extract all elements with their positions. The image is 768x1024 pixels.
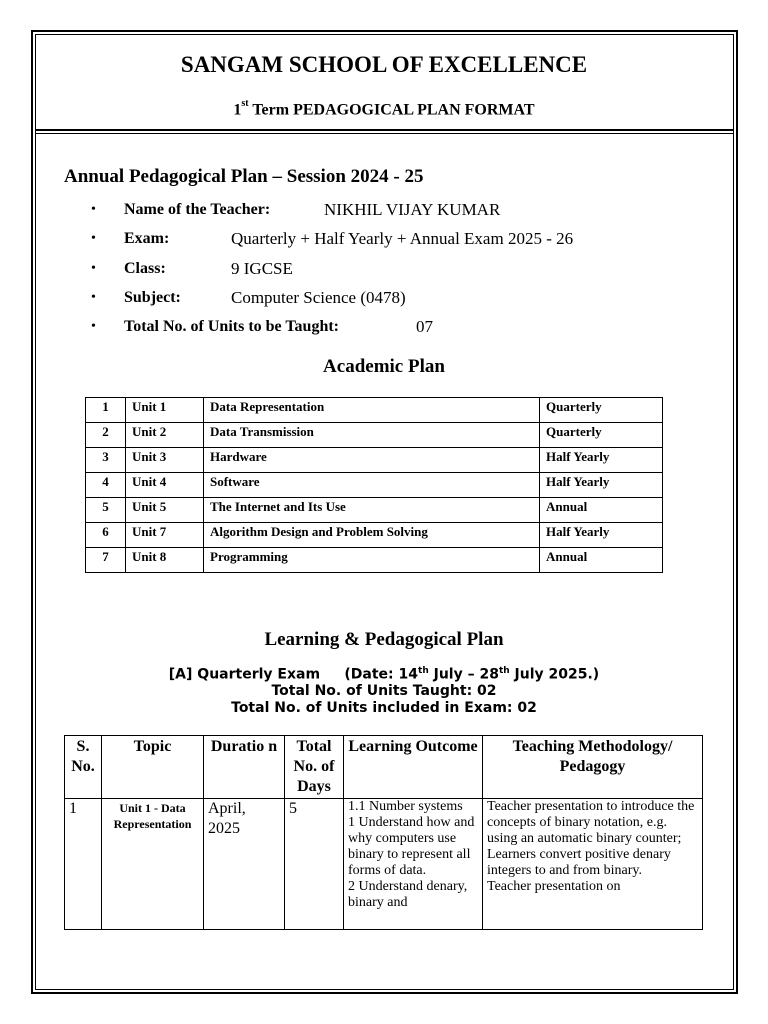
unit-topic: The Internet and Its Use — [204, 498, 540, 523]
exam-date-mid: July – 28 — [428, 666, 499, 683]
unit-exam: Half Yearly — [540, 523, 663, 548]
term-number: 1 — [233, 101, 242, 119]
table-row — [86, 498, 663, 523]
method-line: Teacher presentation to introduce the concepts of binary notation, e.g. using an automatic binary counter; — [487, 799, 695, 846]
table-header-row — [65, 736, 703, 799]
info-value: 9 IGCSE — [231, 259, 293, 278]
plan-format-title — [0, 100, 768, 119]
unit-code: Unit 2 — [126, 423, 204, 448]
info-label: Exam: — [124, 230, 170, 247]
col-header-days: Total No. of Days — [285, 736, 344, 799]
bullet: • — [91, 319, 96, 334]
bullet: • — [91, 231, 96, 246]
outcome-line: 2 Understand denary, binary and — [348, 879, 468, 910]
info-class — [0, 259, 768, 281]
table-row — [86, 523, 663, 548]
unit-exam: Half Yearly — [540, 473, 663, 498]
quarterly-exam-heading — [0, 666, 768, 683]
exam-date-suffix: July 2025.) — [509, 666, 600, 683]
academic-plan-table — [85, 397, 663, 573]
col-header-duration: Duratio n — [204, 736, 285, 799]
method-line: Learners convert positive denary integers to and from binary. — [487, 847, 671, 878]
table-row — [86, 398, 663, 423]
unit-index: 3 — [86, 448, 126, 473]
exam-prefix: [A] Quarterly Exam (Date: 14 — [168, 666, 419, 683]
outcome-line: 1 Understand how and why computers use binary to represent all forms of data. — [348, 815, 475, 878]
row-duration: April, 2025 — [204, 799, 285, 930]
info-label: Total No. of Units to be Taught: — [124, 318, 340, 335]
learning-plan-title: Learning & Pedagogical Plan — [264, 629, 504, 650]
unit-topic: Data Representation — [204, 398, 540, 423]
unit-index: 6 — [86, 523, 126, 548]
row-sno: 1 — [65, 799, 102, 930]
col-header-outcome: Learning Outcome — [344, 736, 483, 799]
outcome-line: 1.1 Number systems — [348, 799, 463, 814]
term-ordinal: st — [241, 98, 249, 109]
unit-topic: Software — [204, 473, 540, 498]
unit-code: Unit 8 — [126, 548, 204, 573]
table-row — [65, 799, 703, 930]
unit-index: 2 — [86, 423, 126, 448]
bullet: • — [91, 202, 96, 217]
table-row — [86, 448, 663, 473]
info-label: Name of the Teacher: — [124, 201, 271, 218]
session-title: Annual Pedagogical Plan – Session 2024 - 25 — [64, 166, 424, 187]
method-line: Teacher presentation on — [487, 879, 621, 894]
header-divider — [35, 129, 734, 131]
unit-index: 5 — [86, 498, 126, 523]
unit-exam: Quarterly — [540, 398, 663, 423]
unit-topic: Programming — [204, 548, 540, 573]
info-exam — [0, 229, 768, 251]
learning-plan-table — [64, 735, 703, 930]
term-rest: Term PEDAGOGICAL PLAN FORMAT — [248, 101, 535, 119]
table-row — [86, 473, 663, 498]
unit-topic: Hardware — [204, 448, 540, 473]
header-divider-thin — [35, 133, 734, 134]
unit-code: Unit 4 — [126, 473, 204, 498]
date-ordinal: th — [498, 666, 510, 676]
unit-index: 1 — [86, 398, 126, 423]
unit-exam: Quarterly — [540, 423, 663, 448]
units-in-exam: Total No. of Units included in Exam: 02 — [231, 700, 537, 716]
unit-exam: Annual — [540, 498, 663, 523]
col-header-method: Teaching Methodology/ Pedagogy — [483, 736, 703, 799]
date-ordinal: th — [418, 666, 429, 676]
col-header-sno: S. No. — [65, 736, 102, 799]
bullet: • — [91, 261, 96, 276]
unit-topic: Data Transmission — [204, 423, 540, 448]
unit-index: 7 — [86, 548, 126, 573]
table-row — [86, 423, 663, 448]
col-header-topic: Topic — [102, 736, 204, 799]
info-value: Computer Science (0478) — [231, 288, 406, 307]
unit-topic: Algorithm Design and Problem Solving — [204, 523, 540, 548]
info-value: Quarterly + Half Yearly + Annual Exam 2025 - 26 — [231, 229, 574, 248]
info-value: NIKHIL VIJAY KUMAR — [324, 200, 501, 219]
unit-code: Unit 7 — [126, 523, 204, 548]
bullet: • — [91, 290, 96, 305]
row-days: 5 — [285, 799, 344, 930]
row-learning-outcome — [344, 799, 483, 930]
info-value: 07 — [416, 317, 433, 336]
info-units — [0, 317, 768, 339]
unit-exam: Annual — [540, 548, 663, 573]
row-teaching-method — [483, 799, 703, 930]
academic-plan-title: Academic Plan — [323, 356, 445, 377]
info-teacher — [0, 200, 768, 222]
unit-index: 4 — [86, 473, 126, 498]
unit-code: Unit 5 — [126, 498, 204, 523]
school-name: SANGAM SCHOOL OF EXCELLENCE — [180, 52, 588, 77]
unit-code: Unit 1 — [126, 398, 204, 423]
info-label: Class: — [124, 260, 166, 277]
info-label: Subject: — [124, 289, 181, 306]
info-subject — [0, 288, 768, 310]
table-row — [86, 548, 663, 573]
row-topic: Unit 1 - Data Representation — [102, 799, 204, 930]
units-taught: Total No. of Units Taught: 02 — [271, 683, 497, 699]
unit-code: Unit 3 — [126, 448, 204, 473]
unit-exam: Half Yearly — [540, 448, 663, 473]
